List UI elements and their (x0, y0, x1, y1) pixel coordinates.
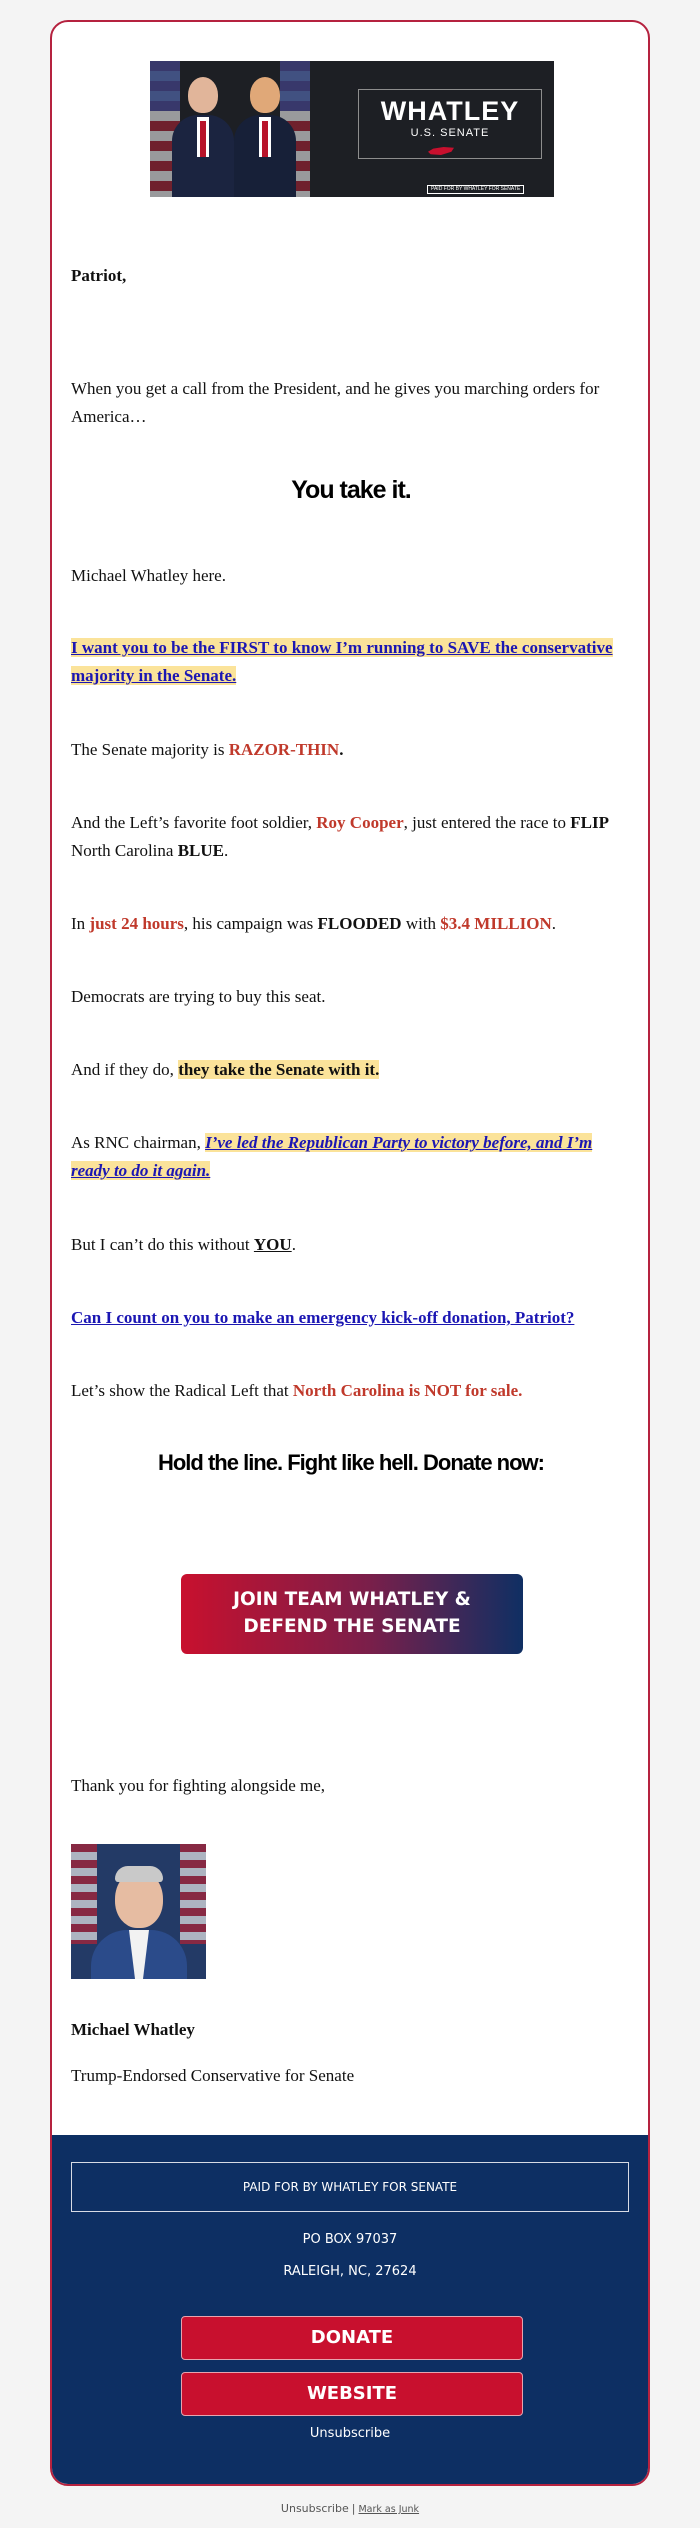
banner-person-left (172, 77, 234, 197)
banner-subtitle: U.S. SENATE (410, 127, 490, 139)
address-line-2: RALEIGH, NC, 27624 (283, 2264, 417, 2279)
paragraph-1: When you get a call from the President, and he gives you marching orders for America… (71, 379, 600, 426)
signature-name: Michael Whatley (71, 2020, 195, 2039)
paragraph-4: The Senate majority is RAZOR-THIN. (71, 740, 344, 759)
paragraph-7: Democrats are trying to buy this seat. (71, 987, 326, 1006)
rnc-victory-link[interactable]: I’ve led the Republican Party to victory before, and I’m ready to do it again. (71, 1133, 593, 1180)
email-footer (52, 2135, 648, 2486)
paragraph-8: And if they do, they take the Senate with it. (71, 1060, 380, 1079)
emergency-donation-link[interactable]: Can I count on you to make an emergency kick-off donation, Patriot? (71, 1308, 575, 1327)
paragraph-9: As RNC chairman, I’ve led the Republican Party to victory before, and I’m ready to do it again. (71, 1133, 593, 1180)
banner-footnote: PAID FOR BY WHATLEY FOR SENATE (427, 185, 524, 194)
footer-unsubscribe-link[interactable]: Unsubscribe (309, 2426, 391, 2441)
paragraph-3 (71, 634, 631, 690)
paid-for-disclaimer: PAID FOR BY WHATLEY FOR SENATE (71, 2162, 629, 2212)
address-line-1: PO BOX 97037 (302, 2232, 398, 2247)
paragraph-10: But I can’t do this without YOU. (71, 1235, 296, 1254)
paragraph-5: And the Left’s favorite foot soldier, Roy Cooper, just entered the race to FLIP North Carolina BLUE. (71, 813, 609, 860)
mark-as-junk-link[interactable]: Mark as Junk (358, 2504, 420, 2515)
banner-name: WHATLEY (380, 96, 520, 126)
client-action-bar (0, 2502, 700, 2515)
paragraph-11 (71, 1304, 631, 1332)
signoff: Thank you for fighting alongside me, (71, 1776, 326, 1795)
paragraph-2: Michael Whatley here. (71, 566, 226, 585)
email-card (50, 20, 650, 2486)
whatley-portrait (71, 1844, 206, 1979)
website-button[interactable]: WEBSITE (181, 2372, 523, 2416)
headline-you-take-it: You take it. (291, 476, 411, 504)
greeting: Patriot, (71, 266, 127, 285)
donate-button[interactable]: DONATE (181, 2316, 523, 2360)
paragraph-12: Let’s show the Radical Left that North Carolina is NOT for sale. (71, 1381, 523, 1400)
running-announcement-link[interactable]: I want you to be the FIRST to know I’m running to SAVE the conservative majority in the Senate. (71, 638, 613, 685)
header-banner (150, 61, 554, 197)
signature-title: Trump-Endorsed Conservative for Senate (71, 2066, 355, 2085)
paragraph-6: In just 24 hours, his campaign was FLOODED with $3.4 MILLION. (71, 914, 557, 933)
client-unsubscribe-link[interactable]: Unsubscribe (280, 2502, 349, 2515)
join-team-whatley-button[interactable]: JOIN TEAM WHATLEY & DEFEND THE SENATE (181, 1574, 523, 1654)
client-bar-separator: | (351, 2502, 356, 2515)
headline-hold-the-line: Hold the line. Fight like hell. Donate now: (157, 1450, 544, 1475)
banner-person-right (234, 77, 296, 197)
